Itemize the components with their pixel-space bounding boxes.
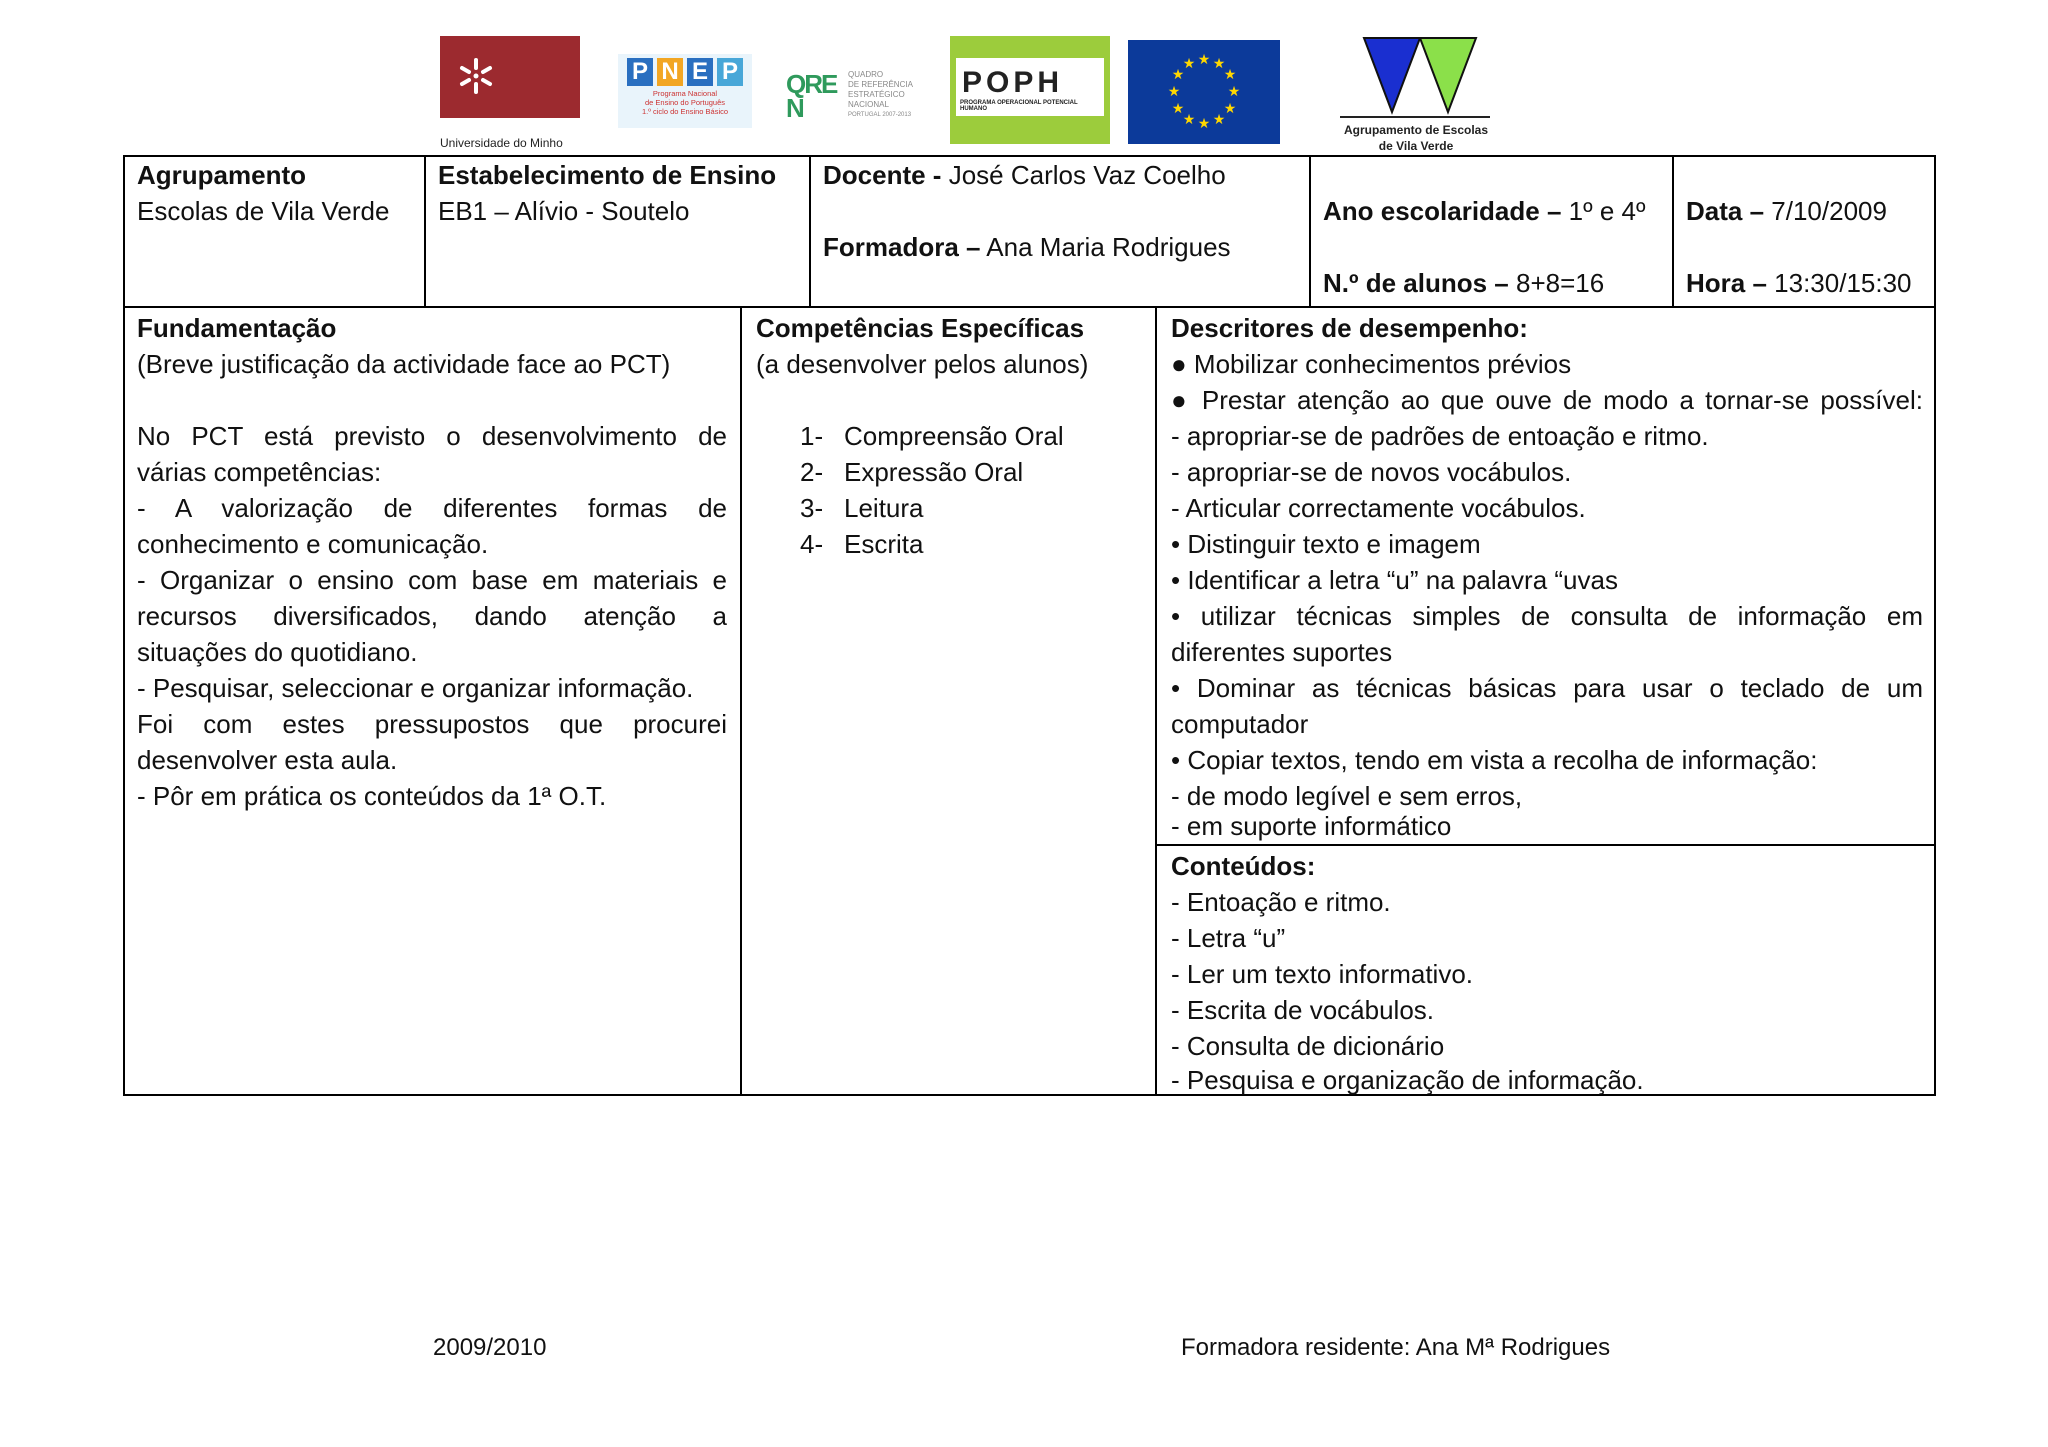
data-value: 7/10/2009 [1771,196,1887,226]
descritor-line: computador [1171,709,1309,739]
eu-flag-logo [1128,40,1280,144]
estabelecimento-value: EB1 – Alívio - Soutelo [438,196,690,226]
descritor-line: diferentes suportes [1171,637,1393,667]
table-right-border [1934,155,1936,1096]
footer-year: 2009/2010 [433,1334,547,1361]
hora-value: 13:30/15:30 [1774,268,1912,298]
fundamentacao-line: várias competências: [137,457,382,487]
uminho-star-icon [440,36,580,118]
ano-value: 1º e 4º [1568,196,1646,226]
descritores-title: Descritores de desempenho: [1171,313,1528,343]
svg-text:★: ★ [1171,101,1185,117]
data-field [1686,193,1887,229]
competencia-number: 2- [800,457,824,487]
svg-text:★: ★ [1197,116,1211,132]
descritor-line: - em suporte informático [1171,811,1452,841]
svg-text:★: ★ [1197,52,1211,68]
conteudo-line: - Entoação e ritmo. [1171,887,1391,917]
poph-word: POPH [962,66,1064,99]
pnep-letter: P [627,58,653,86]
header-divider [1309,155,1311,307]
conteudos-title: Conteúdos: [1171,851,1316,881]
header-divider [1672,155,1674,307]
agrupamento-value: Escolas de Vila Verde [137,196,390,226]
pnep-letter: P [717,58,743,86]
formadora-field [823,229,1231,265]
svg-text:★: ★ [1182,56,1196,72]
agrupamento-caption-line: Agrupamento de Escolas [1343,123,1489,137]
qren-text-line: ESTRATÉGICO [848,90,905,99]
svg-text:★: ★ [1212,112,1226,128]
alunos-label: N.º de alunos – [1323,268,1509,298]
docente-label: Docente - [823,160,942,190]
competencia-text: Escrita [844,529,924,559]
conteudo-line: - Escrita de vocábulos. [1171,995,1435,1025]
descritor-line: • Identificar a letra “u” na palavra “uvas [1171,565,1618,595]
descritor-line: - Articular correctamente vocábulos. [1171,493,1586,523]
competencia-number: 1- [800,421,824,451]
body-divider [740,306,742,1096]
logo-bar [0,36,2048,156]
uminho-caption: Universidade do Minho [440,136,563,150]
fundamentacao-line: - A valorização de diferentes formas de [137,493,727,523]
conteudo-line: - Consulta de dicionário [1171,1031,1445,1061]
competencia-text: Compreensão Oral [844,421,1064,451]
hora-label: Hora – [1686,268,1767,298]
agrupamento-logo [1336,36,1496,154]
conteudo-line: - Ler um texto informativo. [1171,959,1473,989]
conteudo-line: - Pesquisa e organização de informação. [1171,1065,1644,1095]
ano-escolaridade-field [1323,193,1645,229]
eu-stars-icon [1128,40,1280,144]
uminho-logo [440,36,580,118]
descritor-line: • utilizar técnicas simples de consulta de informação em [1171,601,1923,631]
formadora-value: Ana Maria Rodrigues [986,232,1231,262]
svg-text:★: ★ [1182,112,1196,128]
descritor-line: - de modo legível e sem erros, [1171,781,1523,811]
descritor-line: ● Prestar atenção ao que ouve de modo a tornar-se possível: [1171,385,1923,415]
descritor-line: ● Mobilizar conhecimentos prévios [1171,349,1572,379]
competencias-title: Competências Específicas [756,313,1085,343]
svg-text:★: ★ [1223,101,1237,117]
agrupamento-label: Agrupamento [137,160,306,190]
docente-field [823,157,1226,193]
footer-formadora: Formadora residente: Ana Mª Rodrigues [1181,1334,1611,1361]
fundamentacao-line: No PCT está previsto o desenvolvimento de [137,421,727,451]
alunos-value: 8+8=16 [1516,268,1605,298]
pnep-letter: E [687,58,713,86]
qren-logo [786,66,946,136]
header-divider [424,155,426,307]
numero-alunos-field [1323,265,1604,301]
svg-text:★: ★ [1171,67,1185,83]
svg-text:★: ★ [1223,67,1237,83]
conteudo-line: - Letra “u” [1171,923,1286,953]
poph-subtitle: PROGRAMA OPERACIONAL POTENCIAL HUMANO [960,100,1078,112]
competencia-number: 4- [800,529,824,559]
fundamentacao-line: recursos diversificados, dando atenção a [137,601,727,631]
descritor-line: - apropriar-se de novos vocábulos. [1171,457,1572,487]
fundamentacao-line: desenvolver esta aula. [137,745,398,775]
descritor-line: • Copiar textos, tendo em vista a recolha de informação: [1171,745,1818,775]
qren-text-line: DE REFERÊNCIA [848,80,913,89]
svg-text:★: ★ [1212,56,1226,72]
competencia-number: 3- [800,493,824,523]
competencia-text: Expressão Oral [844,457,1024,487]
docente-value: José Carlos Vaz Coelho [948,160,1226,190]
table-bottom-border [123,1094,1936,1096]
agrupamento-caption-line: de Vila Verde [1378,139,1454,153]
fundamentacao-line: Foi com estes pressupostos que procurei [137,709,727,739]
pnep-caption-line: de Ensino do Português [644,98,726,107]
svg-text:★: ★ [1227,84,1241,100]
header-bottom-border [123,306,1936,308]
fundamentacao-subtitle: (Breve justificação da actividade face ao PCT) [137,349,671,379]
pnep-caption-line: Programa Nacional [652,89,718,98]
fundamentacao-line: - Pesquisar, seleccionar e organizar informação. [137,673,694,703]
triangles-icon [1336,36,1496,116]
competencias-subtitle: (a desenvolver pelos alunos) [756,349,1089,379]
conteudos-top-border [1156,844,1936,846]
competencia-text: Leitura [844,493,924,523]
svg-text:★: ★ [1167,84,1181,100]
table-left-border [123,155,125,1096]
fundamentacao-line: - Organizar o ensino com base em materiais e [137,565,727,595]
fundamentacao-line: - Pôr em prática os conteúdos da 1ª O.T. [137,781,607,811]
descritor-line: • Distinguir texto e imagem [1171,529,1481,559]
qren-text-line: PORTUGAL 2007-2013 [848,112,912,118]
data-label: Data – [1686,196,1765,226]
pnep-logo [618,54,752,128]
fundamentacao-title: Fundamentação [137,313,337,343]
qren-text-line: QUADRO [848,70,884,79]
qren-text-line: NACIONAL [848,100,889,109]
poph-logo [950,36,1110,144]
qren-mark: QREN [786,69,837,123]
fundamentacao-line: conhecimento e comunicação. [137,529,489,559]
ano-label: Ano escolaridade – [1323,196,1562,226]
header-divider [809,155,811,307]
pnep-letter: N [657,58,683,86]
fundamentacao-line: situações do quotidiano. [137,637,418,667]
hora-field [1686,265,1912,301]
descritor-line: - apropriar-se de padrões de entoação e ritmo. [1171,421,1709,451]
body-divider [1155,306,1157,1096]
formadora-label: Formadora – [823,232,981,262]
pnep-caption-line: 1.º ciclo do Ensino Básico [641,107,729,116]
estabelecimento-label: Estabelecimento de Ensino [438,160,777,190]
descritor-line: • Dominar as técnicas básicas para usar o teclado de um [1171,673,1923,703]
